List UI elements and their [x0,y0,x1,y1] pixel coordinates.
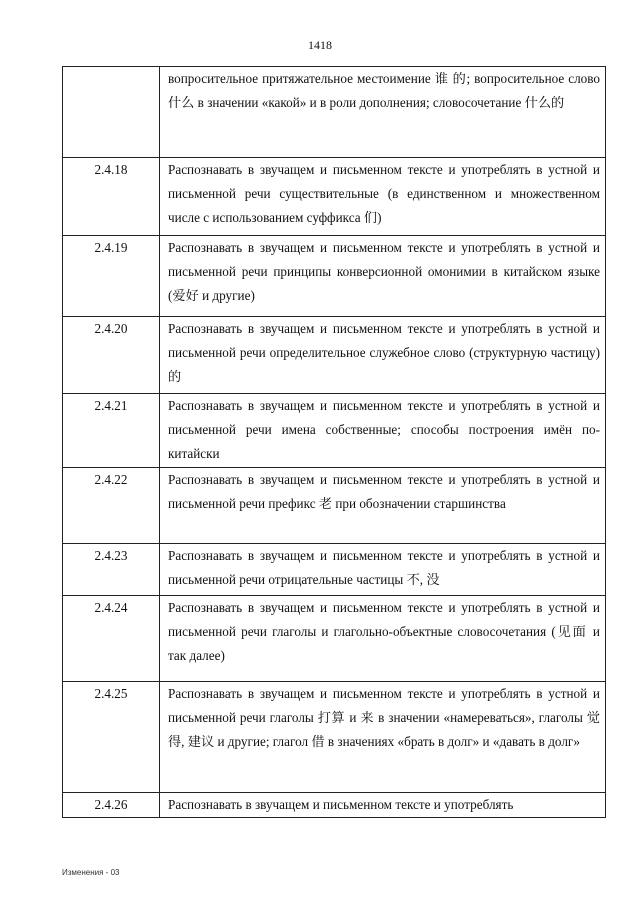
table-row [63,394,606,468]
table-row [63,317,606,394]
table-row [63,793,606,818]
row-code: 2.4.22 [63,468,160,544]
row-code: 2.4.24 [63,596,160,682]
curriculum-table [62,66,606,818]
row-code: 2.4.23 [63,544,160,596]
row-text: Распознавать в звучащем и письменном тексте и употреблять в устной и письменной речи глаголы 打算 и 来 в значении «намереваться», глаголы 觉得, 建议 и другие; глагол 借 в значениях «брать в долг» и «давать в долг» [160,682,606,793]
row-code: 2.4.25 [63,682,160,793]
table-row [63,158,606,236]
table-row [63,544,606,596]
table-row [63,682,606,793]
page-number: 1418 [308,38,332,52]
row-text: Распознавать в звучащем и письменном тексте и употреблять в устной и письменной речи отрицательные частицы 不, 没 [160,544,606,596]
footer-revision: Изменения - 03 [62,868,120,877]
row-code: 2.4.21 [63,394,160,468]
row-text: вопросительное притяжательное местоимение 谁 的; вопросительное слово 什么 в значении «какой» и в роли дополнения; словосочетание 什么的 [160,67,606,158]
row-text: Распознавать в звучащем и письменном тексте и употреблять в устной и письменной речи имена собственные; способы построения имён по-китайски [160,394,606,468]
row-code [63,67,160,158]
row-text: Распознавать в звучащем и письменном тексте и употреблять [160,793,606,818]
row-text: Распознавать в звучащем и письменном тексте и употреблять в устной и письменной речи принципы конверсионной омонимии в китайском языке (爱好 и другие) [160,236,606,317]
row-text: Распознавать в звучащем и письменном тексте и употреблять в устной и письменной речи определительное служебное слово (структурную частицу) 的 [160,317,606,394]
table-row [63,67,606,158]
row-code: 2.4.18 [63,158,160,236]
row-code: 2.4.26 [63,793,160,818]
row-text: Распознавать в звучащем и письменном тексте и употреблять в устной и письменной речи префикс 老 при обозначении старшинства [160,468,606,544]
row-text: Распознавать в звучащем и письменном тексте и употреблять в устной и письменной речи существительные (в единственном и множественном числе с использованием суффикса 们) [160,158,606,236]
table-row [63,596,606,682]
row-text: Распознавать в звучащем и письменном тексте и употреблять в устной и письменной речи глаголы и глагольно-объектные словосочетания (见面 и так далее) [160,596,606,682]
table-row [63,468,606,544]
table-row [63,236,606,317]
row-code: 2.4.19 [63,236,160,317]
row-code: 2.4.20 [63,317,160,394]
